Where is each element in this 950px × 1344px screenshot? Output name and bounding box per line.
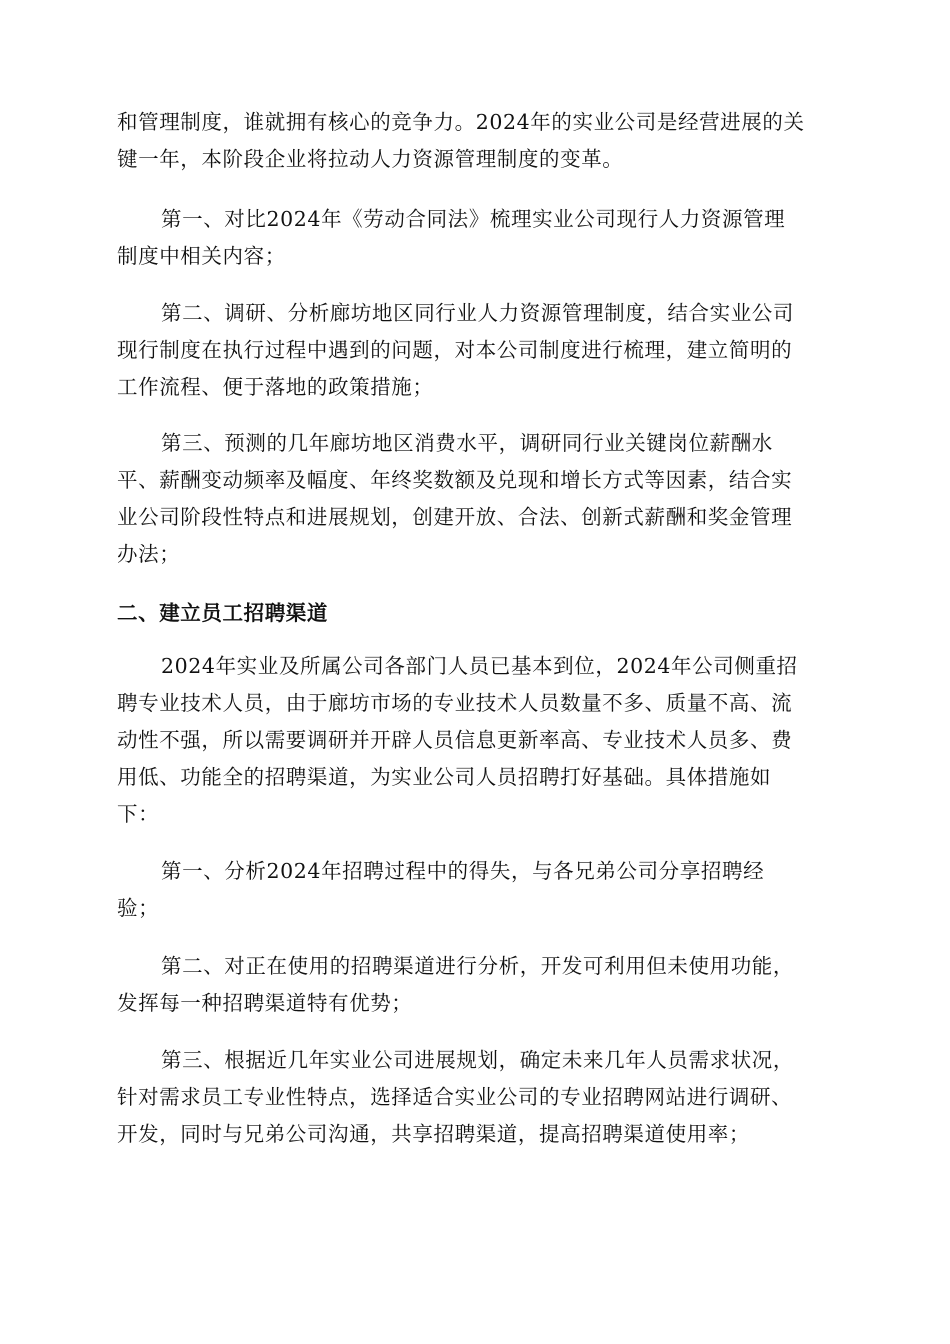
paragraph-line: 现行制度在执行过程中遇到的问题，对本公司制度进行梳理，建立简明的 [117, 338, 793, 362]
section1-item-2 [117, 295, 837, 406]
paragraph-line: 聘专业技术人员，由于廊坊市场的专业技术人员数量不多、质量不高、流 [117, 691, 793, 715]
paragraph-line: 发挥每一种招聘渠道特有优势； [117, 991, 413, 1015]
intro-paragraph [117, 104, 837, 178]
section1-item-1 [117, 201, 837, 275]
section2-item-2 [117, 948, 837, 1022]
section2-item-3 [117, 1042, 837, 1153]
paragraph-line: 开发，同时与兄弟公司沟通，共享招聘渠道，提高招聘渠道使用率； [117, 1122, 750, 1146]
paragraph-line: 制度中相关内容； [117, 244, 286, 268]
paragraph-line: 办法； [117, 542, 181, 566]
paragraph-line: 第一、分析2024年招聘过程中的得失，与各兄弟公司分享招聘经 [161, 859, 765, 883]
paragraph-line: 2024年实业及所属公司各部门人员已基本到位，2024年公司侧重招 [161, 654, 798, 678]
paragraph-line: 针对需求员工专业性特点，选择适合实业公司的专业招聘网站进行调研、 [117, 1085, 793, 1109]
paragraph-line: 第三、根据近几年实业公司进展规划，确定未来几年人员需求状况， [161, 1048, 794, 1072]
paragraph-line: 第二、对正在使用的招聘渠道进行分析，开发可利用但未使用功能， [161, 954, 794, 978]
paragraph-line: 验； [117, 896, 160, 920]
paragraph-line: 第一、对比2024年《劳动合同法》梳理实业公司现行人力资源管理 [161, 207, 786, 231]
paragraph-line: 平、薪酬变动频率及幅度、年终奖数额及兑现和增长方式等因素，结合实 [117, 468, 793, 492]
paragraph-line: 业公司阶段性特点和进展规划，创建开放、合法、创新式薪酬和奖金管理 [117, 505, 793, 529]
section2-item-1 [117, 853, 837, 927]
paragraph-line: 动性不强，所以需要调研并开辟人员信息更新率高、专业技术人员多、费 [117, 728, 793, 752]
paragraph-line: 下： [117, 802, 160, 826]
paragraph-line: 键一年，本阶段企业将拉动人力资源管理制度的变革。 [117, 147, 624, 171]
paragraph-line: 和管理制度，谁就拥有核心的竞争力。2024年的实业公司是经营进展的关 [117, 110, 805, 134]
paragraph-line: 第三、预测的几年廊坊地区消费水平，调研同行业关键岗位薪酬水 [161, 431, 773, 455]
paragraph-line: 第二、调研、分析廊坊地区同行业人力资源管理制度，结合实业公司 [161, 301, 794, 325]
section2-intro [117, 648, 837, 833]
section1-item-3 [117, 425, 837, 573]
paragraph-line: 工作流程、便于落地的政策措施； [117, 375, 434, 399]
section2-heading [117, 595, 837, 632]
paragraph-line: 用低、功能全的招聘渠道，为实业公司人员招聘打好基础。具体措施如 [117, 765, 772, 789]
section-heading: 二、建立员工招聘渠道 [117, 601, 328, 625]
